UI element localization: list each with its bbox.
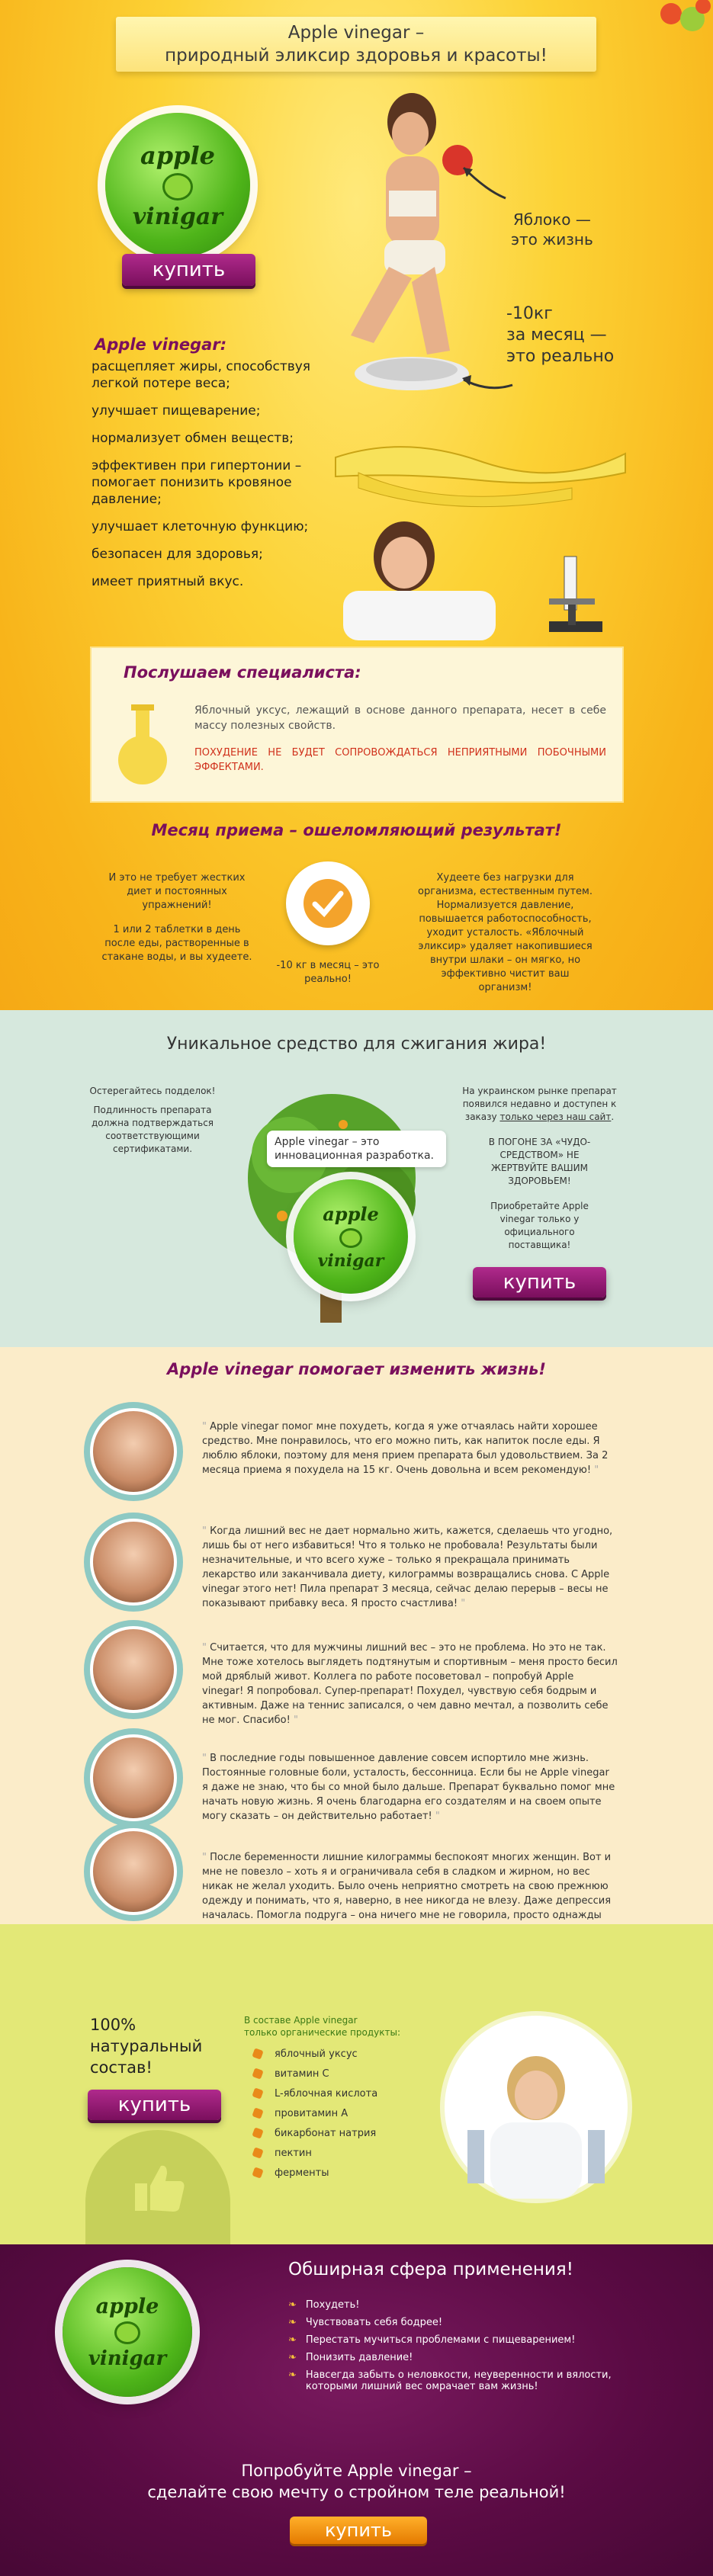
callout-apple-line1: Яблоко — [512,210,591,229]
leaf-bullet-icon [252,2107,263,2119]
innovation-bubble: Apple vinegar – это инновационная разработка. [267,1131,446,1167]
ingredient-label: L-яблочная кислота [275,2087,378,2100]
application-label: Понизить давление! [305,2352,413,2363]
callout-apple-line2: это жизнь [511,230,593,249]
apple-icon [114,2321,140,2344]
purple-cta-line2: сделайте свою мечту о стройном теле реальной! [147,2483,566,2501]
diamond-bullet-icon: ❧ [288,2334,297,2346]
month-left-text [101,871,253,964]
hero-section [0,0,713,1010]
application-item [288,2352,647,2363]
buy-button-label: купить [152,258,226,281]
natural-headline-l1: 100% [90,2016,136,2034]
ingredient-item [253,2143,451,2163]
curved-arrow-icon [458,366,515,396]
unique-title: Уникальное средство для сжигания жира! [166,1035,547,1054]
thumbs-up-icon [85,2130,230,2244]
apple-vinigar-badge [105,113,250,258]
benefit-item: безопасен для здоровья; [92,547,263,562]
headline-line2: природный эликсир здоровья и красоты! [165,46,548,66]
curved-arrow-icon [456,160,509,206]
ingredients-list [253,2044,451,2183]
benefit-item: улучшает клеточную функцию; [92,519,309,534]
leaf-bullet-icon [252,2087,263,2099]
unique-left-p1: Остерегайтесь подделок! [89,1086,216,1096]
callout-apple [511,210,593,249]
leaf-bullet-icon [252,2167,263,2178]
microscope-image [526,549,618,640]
purple-title: Обширная сфера применения! [288,2260,573,2279]
unique-section [0,1010,713,1347]
benefit-item: улучшает пищеварение; [92,403,261,419]
unique-right-p1 [446,1085,633,1124]
ingredient-item [253,2084,451,2103]
flask-icon [108,703,177,787]
apple-vinigar-badge [294,1179,408,1294]
official-site-link[interactable]: только через наш сайт [499,1112,612,1122]
leaf-bullet-icon [252,2127,263,2138]
review-text-3: Считается, что для мужчины лишний вес – это не проблема. Но это не так. Мне тоже хотелось выглядеть подтянутым и спортивным – меня просто бесил мой дряблый живот. Коллега по работе посоветовал – попробуй Apple vinegar! Я попробовал. Супер-препарат! Похудел, чувствую себя бодрым и активным. Даже на теннис записался, о чем давно мечтал, а позволить себе не мог. Спасибо! [202,1642,618,1726]
apple-vinigar-badge [63,2267,192,2397]
review-text: " В последние годы повышенное давление совсем испортило мне жизнь. Постоянные головные боли, усталость, бессонница. Если бы не Apple vinegar я даже не знаю, что бы со мной было дальше. Препарат буквально помог мне начать новую жизнь. Я очень благодарна его создателям и на своем опыте могу сказать – он действительно работает! " [202,1753,615,1822]
review-text-1: Apple vinegar помог мне похудеть, когда я уже отчаялась найти хорошее средство. Мне понравилось, что его можно пить, как напиток после еды. Я люблю яблоки, поэтому для меня прием препарата был удовольствием. За 2 месяца приема я похудела на 15 кг. Очень довольна и всем рекомендую! [202,1421,609,1476]
specialist-warning: ПОХУДЕНИЕ НЕ БУДЕТ СОПРОВОЖДАТЬСЯ НЕПРИЯТНЫМИ ПОБОЧНЫМИ ЭФФЕКТАМИ. [194,747,606,773]
headline-ribbon [116,17,596,72]
apple-icon [339,1228,362,1248]
application-label: Навсегда забыть о неловкости, неуверенности и вялости, которыми лишний вес омрачает вам жизнь! [305,2369,612,2392]
month-title: Месяц приема – ошеломляющий результат! [151,821,562,839]
benefit-item: эффективен при гипертонии – помогает понизить кровяное давление; [92,458,302,507]
specialist-title: Послушаем специалиста: [124,663,361,682]
reviewer-avatar [84,1513,183,1612]
apple-icon [162,173,193,200]
specialist-box [90,646,624,803]
benefit-item: нормализует обмен веществ; [92,431,294,446]
review-text: " Apple vinegar помог мне похудеть, когда я уже отчаялась найти хорошее средство. Мне понравилось, что его можно пить, как напиток после еды. Я люблю яблоки, поэтому для меня прием препарата был удовольствием. За 2 месяца приема я похудела на 15 кг. Очень довольна и всем рекомендую! " [202,1421,609,1476]
application-item [288,2299,647,2311]
ingredient-item [253,2044,451,2064]
unique-left-p2: Подлинность препарата должна подтверждаться соответствующими сертификатами. [91,1105,214,1154]
badge-top-text: apple [323,1202,379,1225]
leaf-bullet-icon [252,2147,263,2158]
application-label: Похудеть! [305,2299,360,2311]
natural-intro [244,2014,400,2039]
natural-section [0,1924,713,2244]
month-center-caption: -10 кг в месяц – это реально! [276,960,380,985]
ingredient-item [253,2163,451,2183]
headline-line1: Apple vinegar – [287,23,425,43]
purple-cta [0,2460,713,2503]
buy-button-footer[interactable] [290,2517,427,2544]
unique-right-p1-a: На украинском рынке препарат появился недавно и доступен к заказу [462,1086,617,1122]
benefit-item: расщепляет жиры, способствуя легкой потере веса; [92,359,311,391]
ingredient-item [253,2103,451,2123]
application-item [288,2317,647,2328]
buy-button-label: купить [503,1271,577,1294]
lab-doctor-image [445,2016,628,2199]
reviewer-avatar [84,1620,183,1719]
ingredient-label: пектин [275,2147,312,2159]
unique-right-p1-b: . [611,1112,615,1122]
reviewer-avatar [84,1402,183,1501]
month-right-text: Худеете без нагрузки для организма, естественным путем. Нормализуется давление, повышается работоспособность, уходит усталость. «Яблочный эликсир» удаляет накопившиеся внутри шлаки – он мягко, но эффективно чистит ваш организм! [418,872,593,993]
application-section [0,2244,713,2576]
leaf-bullet-icon [252,2068,263,2079]
ingredient-label: яблочный уксус [275,2048,358,2060]
diamond-bullet-icon: ❧ [288,2352,297,2363]
application-item [288,2334,647,2346]
badge-bottom-text: vinigar [88,2347,167,2370]
review-text-4: В последние годы повышенное давление совсем испортило мне жизнь. Постоянные головные боли, усталость, бессонница. Если бы не Apple vinegar я даже не знаю, что бы со мной было дальше. Препарат буквально помог мне начать новую жизнь. Я очень благодарна его создателям и на своем опыте могу сказать – он действительно работает! [202,1753,615,1822]
reviews-section [0,1347,713,1924]
application-label: Перестать мучиться проблемами с пищеварением! [305,2334,576,2346]
review-text: " Когда лишний вес не дает нормально жить, кажется, сделаешь что угодно, лишь бы от него избавиться! Что я только не пробовала! Результаты были незначительные, и что всего хуже – только я прекращала принимать лекарство или заканчивала диету, килограммы возвращались снова. С Apple vinegar этого нет! Пила препарат 3 месяца, сейчас делаю перерыв – весы не показывают прибавку веса. Я просто счастлива! " [202,1525,613,1609]
unique-left-text [76,1085,229,1156]
unique-right-p2: В ПОГОНЕ ЗА «ЧУДО-СРЕДСТВОМ» НЕ ЖЕРТВУЙТЕ ВАШИМ ЗДОРОВЬЕМ! [488,1137,591,1186]
natural-headline [90,2014,202,2078]
natural-headline-l3: состав! [90,2058,153,2077]
measuring-tape-image [328,427,633,511]
buy-button-label: купить [117,2093,191,2116]
badge-bottom-text: vinigar [132,203,223,230]
specialist-text: Яблочный уксус, лежащий в основе данного препарата, несет в себе массу полезных свойств. [194,704,606,732]
ingredient-item [253,2064,451,2084]
buy-button-natural[interactable] [88,2090,221,2120]
leaf-bullet-icon [252,2048,263,2059]
purple-cta-line1: Попробуйте Apple vinegar – [241,2462,472,2480]
review-text: " После беременности лишние килограммы беспокоят многих женщин. Вот и мне не повезло – хоть я и ограничивала себя в сладком и жирном, но вес никак не желал уходить. Было очень неприятно смотреть на свою прежнюю одежду и понимать, что я, наверно, в нее никогда не влезу. Даже депрессия началась. Помогла подруга – она ничего мне не говорила, просто однажды [202,1850,618,1966]
natural-headline-l2: натуральный [90,2037,203,2055]
ingredient-item [253,2123,451,2143]
badge-bottom-text: vinigar [317,1250,384,1271]
callout-kg-line2: за месяц — [506,326,607,345]
reviews-title: Apple vinegar помогает изменить жизнь! [167,1360,546,1378]
buy-button-hero[interactable] [122,254,255,286]
badge-top-text: apple [140,140,215,170]
buy-button-unique[interactable] [473,1267,606,1298]
review-text: " Считается, что для мужчины лишний вес – это не проблема. Но это не так. Мне тоже хотелось выглядеть подтянутым и спортивным – меня просто бесил мой дряблый живот. Коллега по работе посоветовал – попробуй Apple vinegar! Я попробовал. Супер-препарат! Похудел, чувствую себя бодрым и активным. Даже на теннис записался, о чем давно мечтал, а позволить себе не мог. Спасибо! " [202,1642,618,1726]
callout-kg-line1: -10кг [506,304,553,323]
ingredient-label: провитамин A [275,2107,348,2119]
check-icon [286,861,370,945]
benefit-item: имеет приятный вкус. [92,574,244,589]
month-left-p2: 1 или 2 таблетки в день после еды, растворенные в стакане воды, и вы худеете. [101,924,252,963]
review-text-2: Когда лишний вес не дает нормально жить, кажется, сделаешь что угодно, лишь бы от него избавиться! Что я только не пробовала! Результаты были незначительные, и что всего хуже – только я прекращала принимать лекарство или заканчивала диету, килограммы возвращались снова. С Apple vinegar этого нет! Пила препарат 3 месяца, сейчас делаю перерыв – весы не показывают прибавку веса. Я просто счастлива! [202,1525,613,1609]
ingredient-label: витамин C [275,2068,329,2080]
diamond-bullet-icon: ❧ [288,2299,297,2311]
application-label: Чувствовать себя бодрее! [305,2317,443,2328]
review-text-5: После беременности лишние килограммы беспокоят многих женщин. Вот и мне не повезло – хоть я и ограничивала себя в сладком и жирном, но вес никак не желал уходить. Было очень неприятно смотреть на свою прежнюю одежду и понимать, что я, наверно, в нее никогда не влезу. Даже депрессия началась. Помогла подруга – она ничего мне не говорила, просто однажды [202,1852,612,1921]
callout-kg-line3: это реально [506,347,615,366]
callout-kg [506,303,614,367]
woman-with-apple-image [320,91,503,404]
unique-right-p3: Приобретайте Apple vinegar только у официального поставщика! [490,1201,589,1250]
application-item [288,2369,647,2392]
doctor-woman-image [320,518,549,640]
month-left-p1: И это не требует жестких диет и постоянных упражнений! [108,872,246,911]
buy-button-label: купить [324,2520,393,2541]
reviewer-avatar [84,1728,183,1827]
diamond-bullet-icon: ❧ [288,2369,297,2381]
ingredient-label: бикарбонат натрия [275,2127,377,2139]
ingredient-label: ферменты [275,2167,329,2179]
reviewer-avatar [84,1822,183,1921]
diamond-bullet-icon: ❧ [288,2317,297,2328]
apples-decoration [656,0,713,38]
badge-top-text: apple [95,2294,159,2318]
benefits-title: Apple vinegar: [95,335,227,354]
natural-intro-l2: только органические продукты: [244,2027,401,2038]
benefits-application-list [288,2299,647,2398]
unique-right-text [446,1085,633,1252]
natural-intro-l1: В составе Apple vinegar [244,2015,358,2026]
benefits-list [92,358,320,601]
